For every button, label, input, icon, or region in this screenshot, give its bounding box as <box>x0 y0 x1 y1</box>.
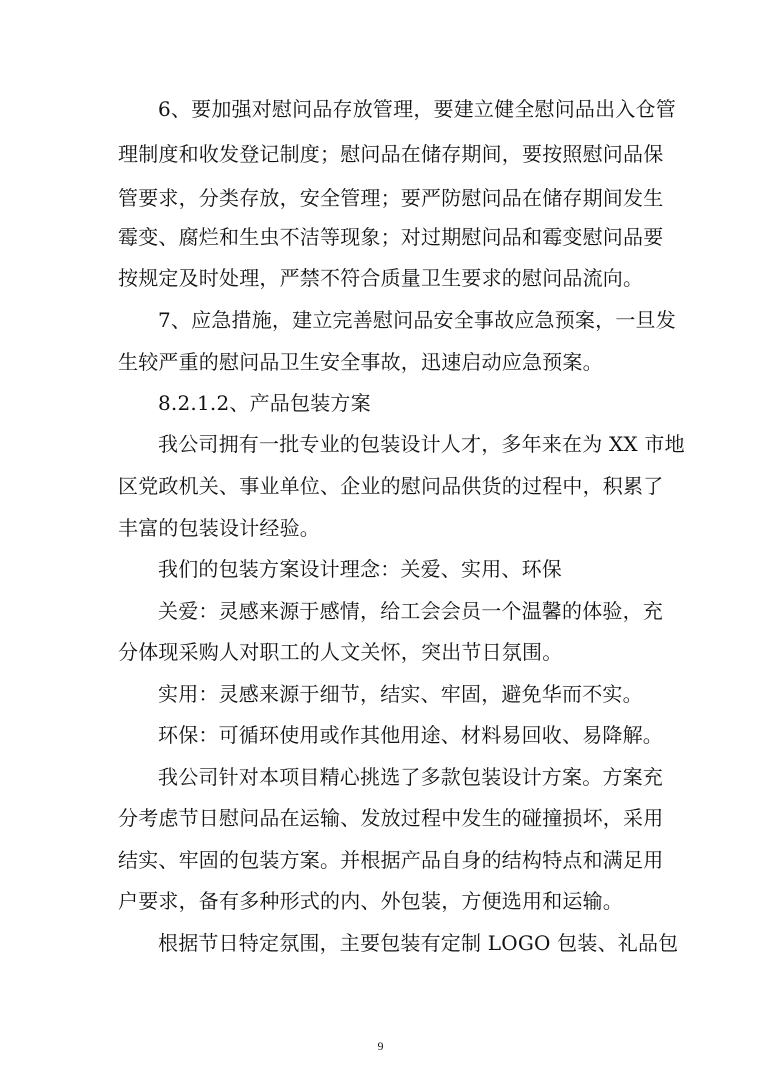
paragraph-item-7-line-2: 生较严重的慰问品卫生安全事故，迅速启动应急预案。 <box>118 350 603 374</box>
care-paragraph-line-2: 分体现采购人对职工的人文关怀，突出节日氛围。 <box>118 640 563 664</box>
packaging-paragraph-line-2: 分考虑节日慰问品在运输、发放过程中发生的碰撞损坏，采用 <box>118 806 664 830</box>
care-paragraph-line-1: 关爱：灵感来源于感情，给工会会员一个温馨的体验，充 <box>158 599 663 623</box>
festival-paragraph-line-1: 根据节日特定氛围，主要包装有定制 LOGO 包装、礼品包 <box>158 931 679 955</box>
paragraph-item-6-line-3: 管要求，分类存放，安全管理；要严防慰问品在储存期间发生 <box>118 186 664 210</box>
paragraph-company-line-2: 区党政机关、事业单位、企业的慰问品供货的过程中，积累了 <box>118 474 664 498</box>
paragraph-item-6-line-4: 霉变、腐烂和生虫不洁等现象；对过期慰问品和霉变慰问品要 <box>118 225 664 249</box>
page-number: 9 <box>377 1039 384 1053</box>
section-heading: 8.2.1.2、产品包装方案 <box>158 391 371 415</box>
paragraph-item-7-line-1: 7、应急措施，建立完善慰问品安全事故应急预案，一旦发 <box>158 308 676 332</box>
practical-paragraph-line: 实用：灵感来源于细节，结实、牢固，避免华而不实。 <box>158 682 643 706</box>
packaging-paragraph-line-1: 我公司针对本项目精心挑选了多款包装设计方案。方案充 <box>158 765 663 789</box>
packaging-paragraph-line-3: 结实、牢固的包装方案。并根据产品自身的结构特点和满足用 <box>118 848 664 872</box>
paragraph-item-6-line-2: 理制度和收发登记制度；慰问品在储存期间，要按照慰问品保 <box>118 142 664 166</box>
paragraph-item-6-line-1: 6、要加强对慰问品存放管理，要建立健全慰问品出入仓管 <box>158 97 676 121</box>
paragraph-company-line-3: 丰富的包装设计经验。 <box>118 516 320 540</box>
paragraph-company-line-1: 我公司拥有一批专业的包装设计人才，多年来在为 XX 市地 <box>158 432 685 456</box>
eco-paragraph-line: 环保：可循环使用或作其他用途、材料易回收、易降解。 <box>158 723 663 747</box>
paragraph-item-6-line-5: 按规定及时处理，严禁不符合质量卫生要求的慰问品流向。 <box>118 266 644 290</box>
packaging-paragraph-line-4: 户要求，备有多种形式的内、外包装，方便选用和运输。 <box>118 889 623 913</box>
design-concept-line: 我们的包装方案设计理念：关爱、实用、环保 <box>158 557 562 581</box>
